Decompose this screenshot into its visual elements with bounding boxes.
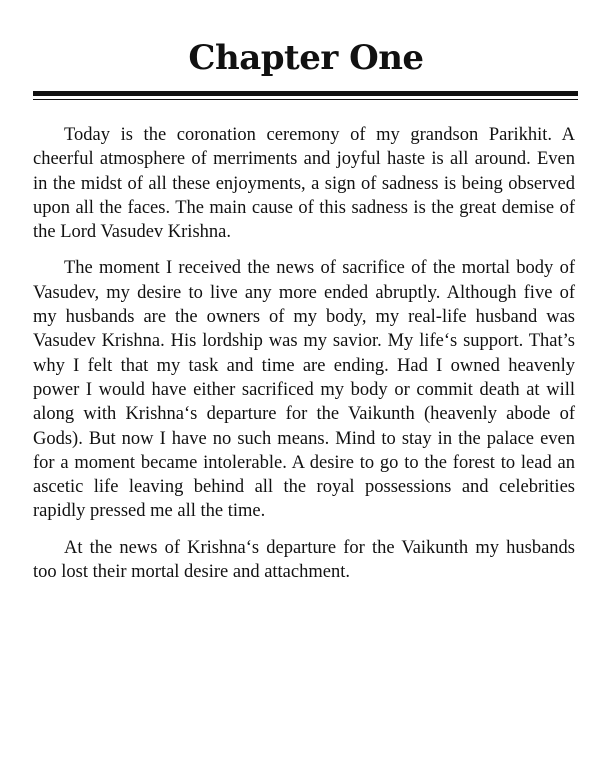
chapter-body bbox=[33, 123, 575, 584]
paragraph-2: The moment I received the news of sacrifice of the mortal body of Vasudev, my desire to live any more ended abruptly. Although five of my husbands are the owners of my body, my real-life husband was Vasudev Krishna. His lordship was my savior. My life‘s support. That’s why I felt that my task and time are ending. Had I owned heavenly power I would have either sacrificed my body or commit death at will along with Krishna‘s departure for the Vaikunth (heavenly abode of Gods). But now I have no such means. Mind to stay in the palace even for a moment became intolerable. A desire to go to the forest to lead an ascetic life leaving behind all the royal possessions and celebrities rapidly pressed me all the time. bbox=[33, 258, 575, 522]
paragraph-1: Today is the coronation ceremony of my grandson Parikhit. A cheerful atmosphere of merriments and joyful haste is all around. Even in the midst of all these enjoyments, a sign of sadness is being observed upon all the faces. The main cause of this sadness is the great demise of the Lord Vasudev Krishna. bbox=[33, 125, 575, 243]
title-rule-thin bbox=[33, 99, 578, 100]
chapter-title: Chapter One bbox=[188, 38, 424, 78]
paragraph-3: At the news of Krishna‘s departure for the Vaikunth my husbands too lost their mortal desire and attachment. bbox=[33, 537, 575, 583]
title-rule-thick bbox=[33, 91, 578, 96]
